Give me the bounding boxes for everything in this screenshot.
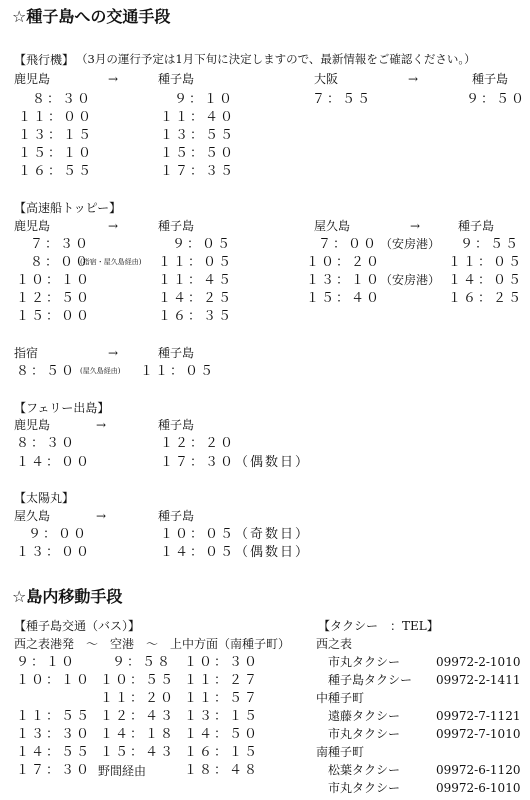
airplane-dep: ８：３０ [32, 92, 93, 107]
jetfoil-to-tanegashima: 種子島 [158, 219, 195, 233]
airplane-dep: １６：５５ [18, 164, 94, 179]
bus-time-a: １１：５５ [16, 709, 92, 724]
airplane-arr: １３：５５ [160, 128, 236, 143]
taxi-name: 市丸タクシー [328, 727, 401, 741]
bus-time-c: １４：５０ [184, 727, 260, 742]
airplane-header: 【飛行機】 [14, 53, 75, 67]
bus-col-header: 西之表港発 ～ 空港 ～ 上中方面（南種子町） [14, 637, 291, 651]
jetfoil-dep: １５：００ [16, 309, 92, 324]
bus-time-a: １０：１０ [16, 673, 92, 688]
bus-time-b: １１：２０ [100, 691, 176, 706]
jetfoil-arr: ９：０５ [172, 237, 233, 252]
jetfoil-arr: １４：２５ [158, 291, 234, 306]
jetfoil-dep: １２：５０ [16, 291, 92, 306]
jetfoil-arr: １１：０５ [158, 255, 234, 270]
taxi-tel: 09972-2-1411 [436, 673, 521, 687]
arrow-icon: → [410, 219, 421, 233]
taxi-name: 市丸タクシー [328, 655, 401, 669]
ferry-dep: ８：３０ [16, 436, 77, 451]
bus-time-c: １８：４８ [184, 763, 260, 778]
jetfoil-port-note: （安房港） [380, 273, 441, 287]
jetfoil-arr: １６：３５ [158, 309, 234, 324]
jetfoil-yaku-dep: ７：００ [318, 237, 379, 252]
jetfoil-from-kagoshima: 鹿児島 [14, 219, 51, 233]
arrow-icon: → [108, 219, 119, 233]
bus-time-b: １５：４３ [100, 745, 176, 760]
ibusuki-dep: ８：５０ [16, 364, 77, 379]
jetfoil-yaku-dep: １０：２０ [306, 255, 382, 270]
jetfoil-yaku-dep: １５：４０ [306, 291, 382, 306]
jetfoil-yaku-arr: １１：０５ [448, 255, 524, 270]
arrow-icon: → [96, 509, 107, 523]
jetfoil-yaku-arr: １４：０５ [448, 273, 524, 288]
airplane-arr: １５：５０ [160, 146, 236, 161]
airplane-to-tanegashima-2: 種子島 [472, 72, 509, 86]
airplane-arr: １７：３５ [160, 164, 236, 179]
airplane-dep: １３：１５ [18, 128, 94, 143]
ferry-from: 鹿児島 [14, 418, 51, 432]
ibusuki-via-note: (屋久島経由) [80, 367, 121, 375]
taxi-tel: 09972-6-1010 [436, 781, 521, 795]
bus-time-c: １６：１５ [184, 745, 260, 760]
ibusuki-arr: １１：０５ [140, 364, 216, 379]
taiyo-dep: ９：００ [28, 527, 89, 542]
jetfoil-to-tanegashima-2: 種子島 [458, 219, 495, 233]
taiyo-arr: １０：０５（奇数日） [160, 527, 311, 542]
jetfoil-yaku-arr: １６：２５ [448, 291, 524, 306]
taxi-area: 西之表 [316, 637, 353, 651]
bus-time-c: １１：２７ [184, 673, 260, 688]
taxi-tel: 09972-7-1121 [436, 709, 521, 723]
jetfoil-dep: ７：３０ [30, 237, 91, 252]
jetfoil-yaku-dep: １３：１０ [306, 273, 382, 288]
taxi-name: 種子島タクシー [328, 673, 413, 687]
taxi-header: 【タクシー ：TEL】 [318, 619, 439, 633]
airplane-arr: １１：４０ [160, 110, 236, 125]
taxi-tel: 09972-7-1010 [436, 727, 521, 741]
bus-time-a: １７：３０ [16, 763, 92, 778]
taxi-name: 松葉タクシー [328, 763, 401, 777]
bus-time-b: １２：４３ [100, 709, 176, 724]
airplane-note: （3月の運行予定は1月下旬に決定しますので、最新情報をご確認ください。） [76, 52, 476, 66]
bus-header: 【種子島交通（バス）】 [14, 619, 141, 633]
airplane-osaka-dep: ７：５５ [312, 92, 373, 107]
taxi-area: 中種子町 [316, 691, 365, 705]
airplane-to-tanegashima: 種子島 [158, 72, 195, 86]
bus-time-c: １１：５７ [184, 691, 260, 706]
section-title-access: ☆種子島への交通手段 [12, 7, 171, 26]
bus-time-a: １４：５５ [16, 745, 92, 760]
jetfoil-dep: ８：００ [30, 255, 91, 270]
bus-time-b: １４：１８ [100, 727, 176, 742]
taxi-name: 遠藤タクシー [328, 709, 401, 723]
jetfoil-arr: １１：４５ [158, 273, 234, 288]
arrow-icon: → [108, 72, 119, 86]
bus-via-noma: 野間経由 [98, 764, 147, 778]
taxi-tel: 09972-2-1010 [436, 655, 521, 669]
airplane-dep: １１：００ [18, 110, 94, 125]
jetfoil-via-note: (指宿・屋久島経由) [80, 258, 142, 266]
taxi-area: 南種子町 [316, 745, 365, 759]
airplane-from-kagoshima: 鹿児島 [14, 72, 51, 86]
arrow-icon: → [96, 418, 107, 432]
taiyo-to: 種子島 [158, 509, 195, 523]
ferry-header: 【フェリー出島】 [14, 401, 110, 415]
ferry-dep: １４：００ [16, 455, 92, 470]
jetfoil-port-note: （安房港） [380, 237, 441, 251]
ibusuki-from: 指宿 [14, 346, 39, 360]
bus-time-b: ９：５８ [112, 655, 173, 670]
airplane-dep: １５：１０ [18, 146, 94, 161]
section-title-island: ☆島内移動手段 [12, 587, 123, 606]
bus-time-a: ９：１０ [16, 655, 77, 670]
jetfoil-from-yakushima: 屋久島 [314, 219, 351, 233]
airplane-osaka-arr: ９：５０ [466, 92, 527, 107]
taxi-tel: 09972-6-1120 [436, 763, 521, 777]
ibusuki-to: 種子島 [158, 346, 195, 360]
jetfoil-yaku-arr: ９：５５ [460, 237, 521, 252]
ferry-to: 種子島 [158, 418, 195, 432]
jetfoil-dep: １０：１０ [16, 273, 92, 288]
taiyo-dep: １３：００ [16, 545, 92, 560]
bus-time-a: １３：３０ [16, 727, 92, 742]
bus-time-b: １０：５５ [100, 673, 176, 688]
taiyo-header: 【太陽丸】 [14, 491, 75, 505]
bus-time-c: １０：３０ [184, 655, 260, 670]
taiyo-arr: １４：０５（偶数日） [160, 545, 311, 560]
arrow-icon: → [108, 346, 119, 360]
ferry-arr: １７：３０（偶数日） [160, 455, 311, 470]
airplane-from-osaka: 大阪 [314, 72, 339, 86]
bus-time-c: １３：１５ [184, 709, 260, 724]
ferry-arr: １２：２０ [160, 436, 236, 451]
arrow-icon: → [408, 72, 419, 86]
airplane-arr: ９：１０ [174, 92, 235, 107]
taxi-name: 市丸タクシー [328, 781, 401, 795]
taiyo-from: 屋久島 [14, 509, 51, 523]
jetfoil-header: 【高速船トッピー】 [14, 201, 122, 215]
